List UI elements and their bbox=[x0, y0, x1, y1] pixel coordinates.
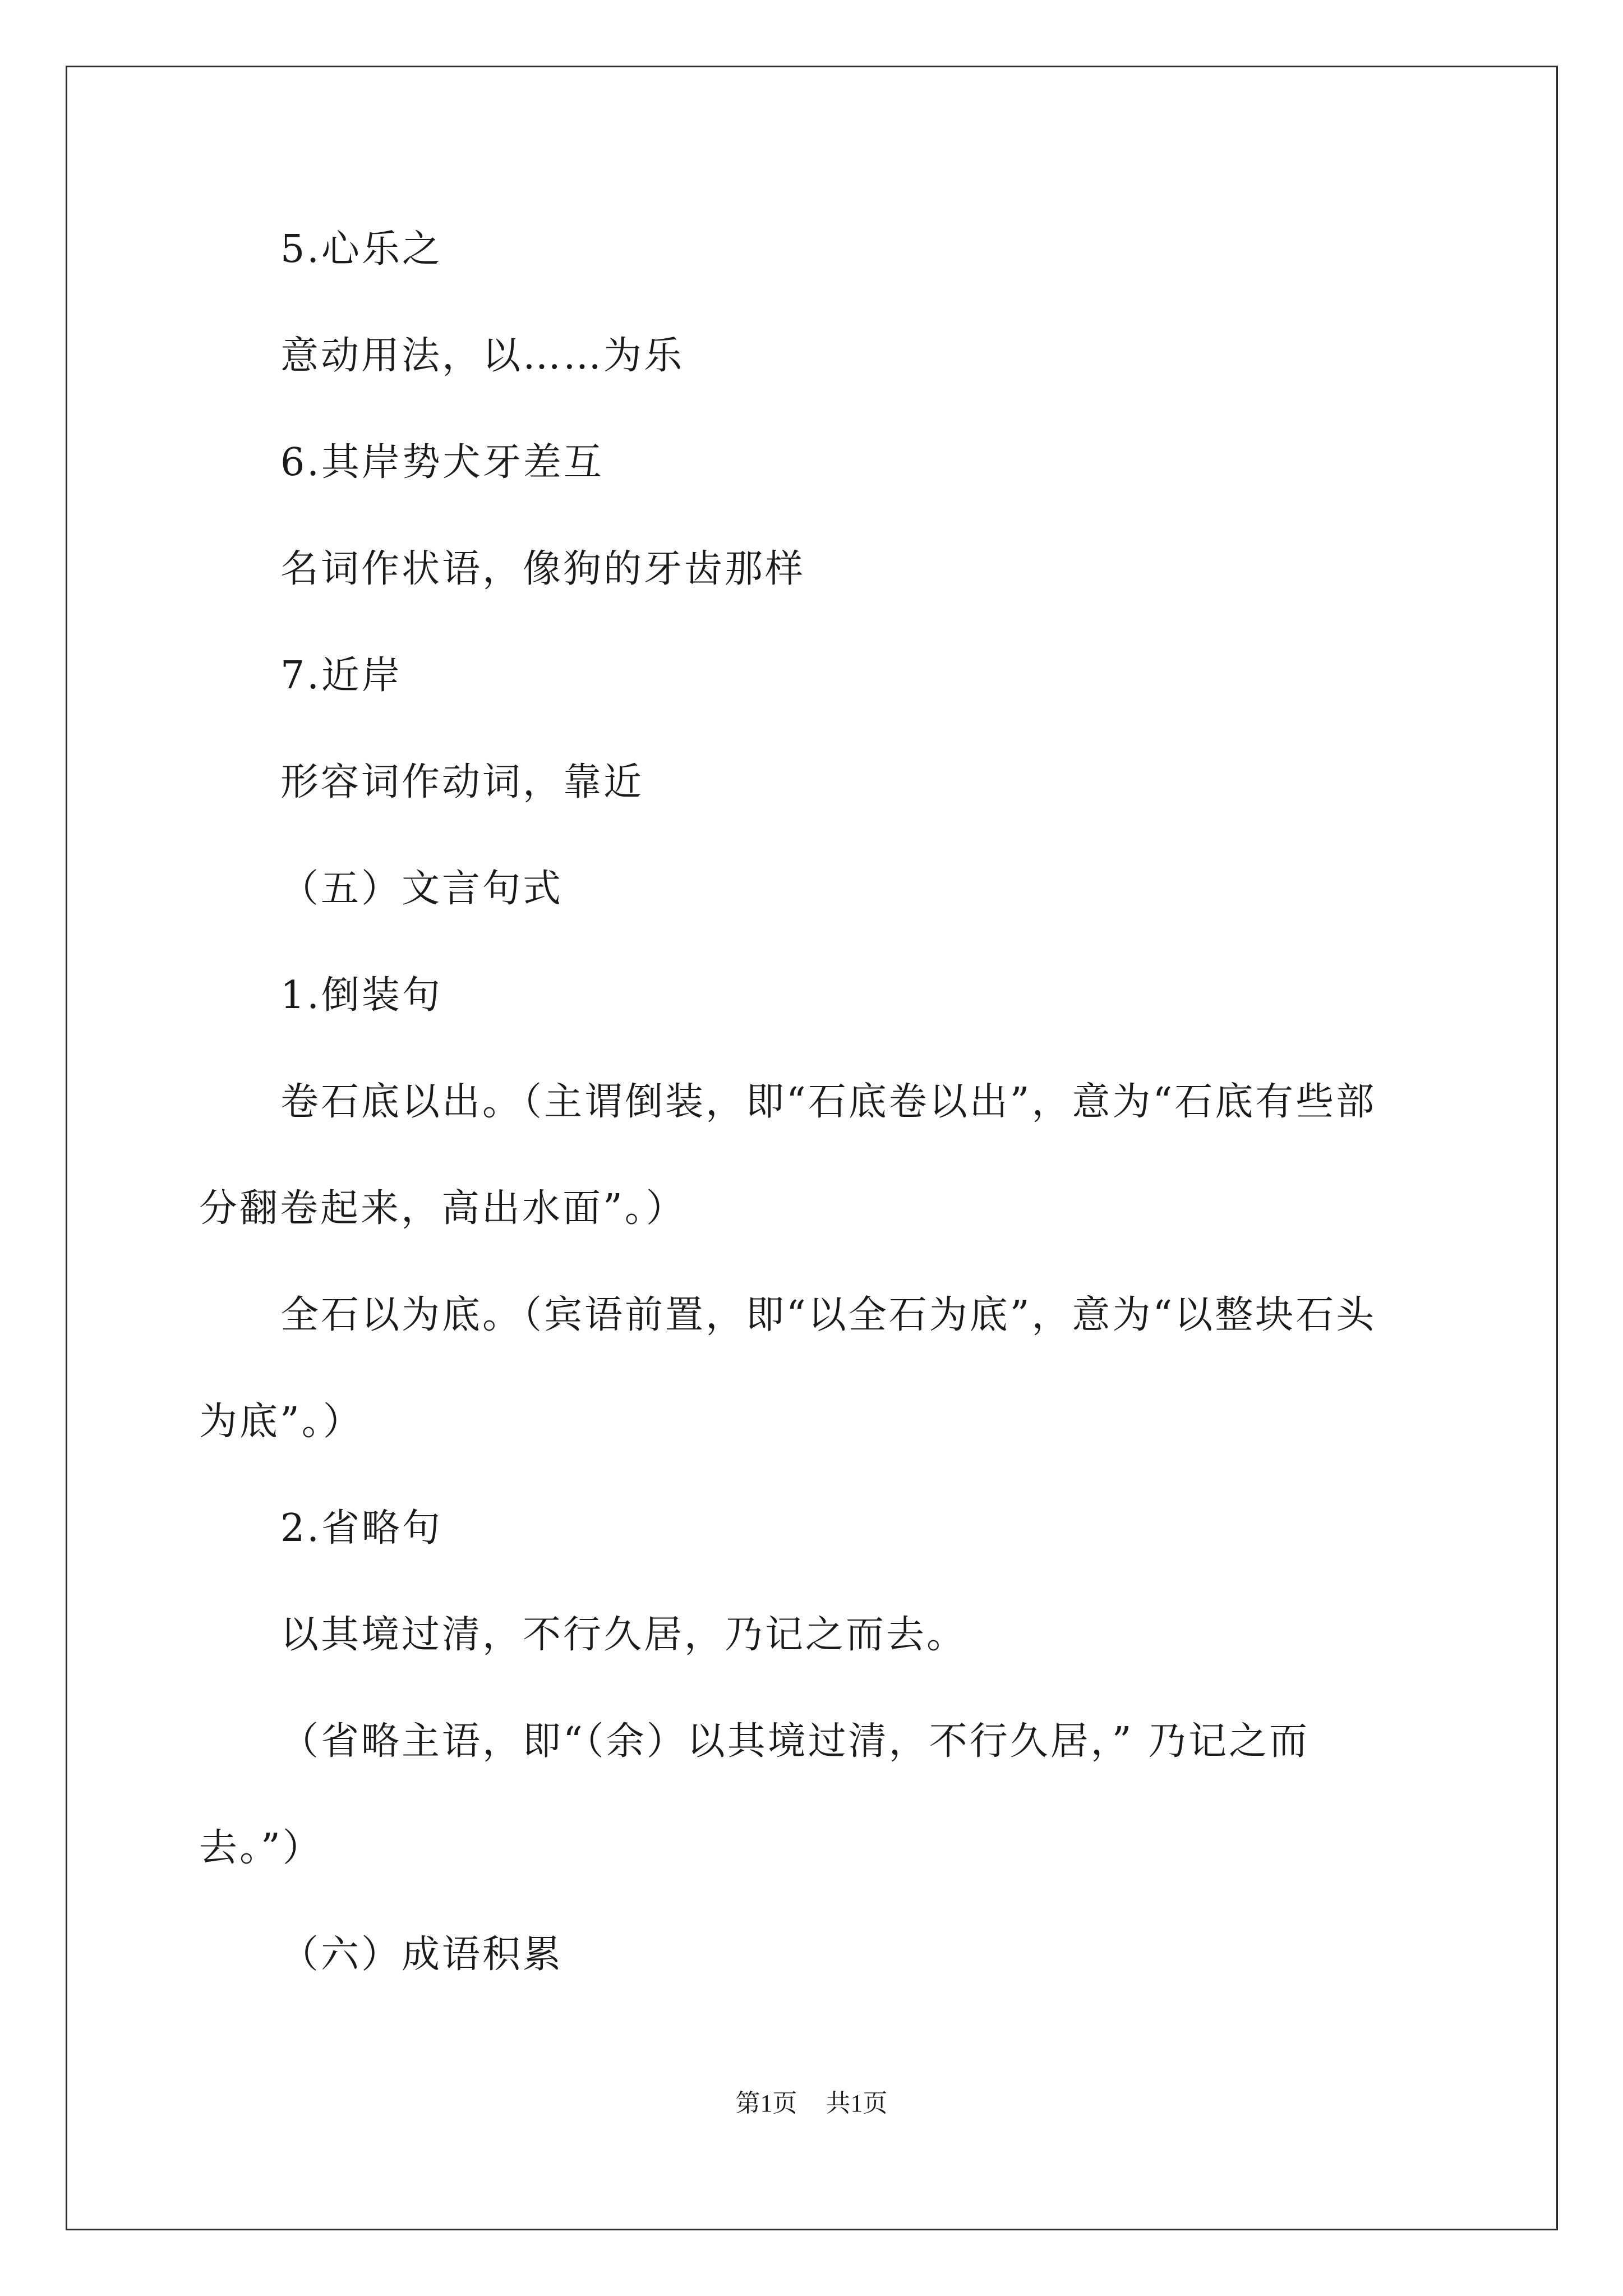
text-line-item7-explanation: 形容词作动词，靠近 bbox=[280, 760, 644, 804]
text-line-ellipsis-example: 以其境过清，不行久居，乃记之而去。 bbox=[280, 1613, 967, 1657]
section-heading-sentence-patterns: （五）文言句式 bbox=[280, 867, 564, 911]
subheading-inverted-sentences: 1.倒装句 bbox=[280, 973, 442, 1018]
page-footer bbox=[0, 2087, 1623, 2120]
text-line-ellipsis-explanation-cont: 去。”） bbox=[199, 1826, 323, 1870]
text-line-item6-explanation: 名词作状语，像狗的牙齿那样 bbox=[280, 547, 806, 591]
text-line-item6-title: 6.其岸势犬牙差互 bbox=[280, 440, 604, 485]
text-line-item5-explanation: 意动用法，以……为乐 bbox=[280, 334, 685, 378]
text-line-item7-title: 7.近岸 bbox=[280, 654, 402, 698]
text-line-inversion-example-2: 全石以为底。（宾语前置，即“以全石为底”，意为“以整块石头 bbox=[280, 1293, 1377, 1337]
text-line-item5-title: 5.心乐之 bbox=[280, 227, 442, 272]
text-line-inversion-example-1: 卷石底以出。（主谓倒装，即“石底卷以出”，意为“石底有些部 bbox=[280, 1080, 1377, 1124]
text-line-inversion-example-2-cont: 为底”。） bbox=[199, 1400, 363, 1444]
subheading-ellipsis-sentences: 2.省略句 bbox=[280, 1506, 442, 1550]
page-number-total: 共1页 bbox=[826, 2090, 888, 2117]
text-line-ellipsis-explanation: （省略主语，即“（余）以其境过清，不行久居，” 乃记之而 bbox=[280, 1719, 1310, 1764]
text-line-inversion-example-1-cont: 分翻卷起来，高出水面”。） bbox=[199, 1186, 686, 1231]
page-number-current: 第1页 bbox=[735, 2090, 797, 2117]
page-frame bbox=[66, 66, 1558, 2230]
section-heading-idioms: （六）成语积累 bbox=[280, 1932, 564, 1977]
